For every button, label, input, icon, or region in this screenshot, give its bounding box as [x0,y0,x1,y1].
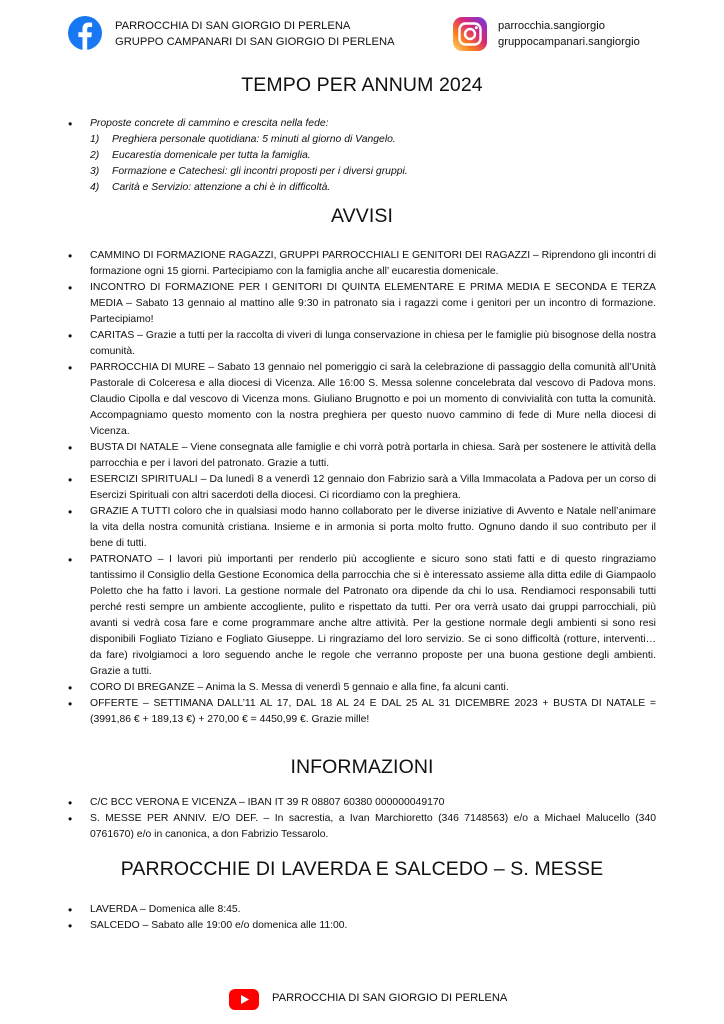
tempo-sub-text: Preghiera personale quotidiana: 5 minuti al giorno di Vangelo. [112,134,396,145]
avvisi-item: • GRAZIE A TUTTI coloro che in qualsiasi modo hanno collaborato per le diverse iniziative di Avvento e Natale nell’animare la vita della nostra comunità cristiana. Insieme e in armonia si porta molto frutto. Ognuno dando il suo contributo per il bene di tutti. [68,504,656,552]
avvisi-item: • PARROCCHIA DI MURE – Sabato 13 gennaio nel pomeriggio ci sarà la celebrazione di passaggio della comunità all’Unità Pastorale di Colceresa e alla diocesi di Vicenza. Alle 16:00 S. Messa solenne concelebrata dal vescovo di Padova mons. Claudio Cipolla e dal vescovo di Vicenza mons. Giuliano Brugnotto e poi un momento di convivialità con tutta la comunità. Accompagniamo questo momento con la nostra preghiera per questo nuovo cammino di fede di Mure nella diocesi di Vicenza. [68,360,656,440]
avvisi-list [68,248,656,728]
facebook-icon[interactable] [68,16,102,50]
avvisi-item: • ESERCIZI SPIRITUALI – Da lunedì 8 a venerdì 12 gennaio don Fabrizio sarà a Villa Immacolata a Padova per un corso di Esercizi Spirituali con altri sacerdoti della diocesi. Ci ricordiamo con la preghiera. [68,472,656,504]
instagram-accounts [498,18,640,50]
instagram-account-parish[interactable]: parrocchia.sangiorgio [498,20,605,32]
tempo-sub-item [90,132,656,148]
tempo-sub-item [90,164,656,180]
section-title-laverda: PARROCCHIE DI LAVERDA E SALCEDO – S. MESSE [120,858,604,880]
tempo-list [68,116,656,196]
avvisi-item: • CAMMINO DI FORMAZIONE RAGAZZI, GRUPPI PARROCCHIALI E GENITORI DEI RAGAZZI – Riprendono gli incontri di formazione ogni 15 giorni. Partecipiamo con la famiglia anche all’ eucarestia domenicale. [68,248,656,280]
avvisi-item: • INCONTRO DI FORMAZIONE PER I GENITORI DI QUINTA ELEMENTARE E PRIMA MEDIA E SECONDA E TERZA MEDIA – Sabato 13 gennaio al mattino alle 9:30 in patronato sia i ragazzi come i genitori per un incontro di formazione. Partecipiamo! [68,280,656,328]
laverda-item: • LAVERDA – Domenica alle 8:45. [68,902,656,918]
informazioni-item: • S. MESSE PER ANNIV. E/O DEF. – In sacrestia, a Ivan Marchioretto (346 7148563) e/o a Michael Malucello (340 0761670) e/o in canonica, a don Fabrizio Tessarolo. [68,811,656,843]
facebook-accounts [115,18,395,50]
section-title-tempo: TEMPO PER ANNUM 2024 [241,74,483,96]
section-title-avvisi: AVVISI [330,205,393,227]
avvisi-item: • CARITAS – Grazie a tutti per la raccolta di viveri di lunga conservazione in chiesa per le famiglie più bisognose della nostra comunità. [68,328,656,360]
informazioni-list [68,795,656,843]
laverda-item: • SALCEDO – Sabato alle 19:00 e/o domenica alle 11:00. [68,918,656,934]
tempo-sub-text: Carità e Servizio: attenzione a chi è in difficoltà. [112,182,331,193]
youtube-icon[interactable] [229,989,259,1010]
tempo-sub-number: 3) [90,166,100,177]
page-footer [0,988,724,1012]
youtube-channel-name[interactable]: PARROCCHIA DI SAN GIORGIO DI PERLENA [272,992,508,1004]
tempo-sub-number: 4) [90,182,100,193]
tempo-intro-item [68,116,656,196]
tempo-sub-item [90,180,656,196]
page-header [0,14,724,54]
tempo-sub-text: Formazione e Catechesi: gli incontri proposti per i diversi gruppi. [112,166,408,177]
avvisi-item: • CORO DI BREGANZE – Anima la S. Messa di venerdì 5 gennaio e alla fine, fa alcuni canti. [68,680,656,696]
facebook-account-bellringers[interactable]: GRUPPO CAMPANARI DI SAN GIORGIO DI PERLENA [115,36,395,48]
laverda-list [68,902,656,934]
instagram-account-bellringers[interactable]: gruppocampanari.sangiorgio [498,36,640,48]
tempo-sub-list [90,132,656,196]
tempo-sub-item [90,148,656,164]
informazioni-item: • C/C BCC VERONA E VICENZA – IBAN IT 39 R 08807 60380 000000049170 [68,795,656,811]
avvisi-item: • PATRONATO – I lavori più importanti per renderlo più accogliente e sicuro sono stati fatti e di questo ringraziamo tantissimo il Consiglio della Gestione Economica della parrocchia che si è interessato assieme alla ditta edile di Giampaolo Poletto che ha fatto i lavori. La gestione normale del Patronato ora dipende da chi lo usa. Rendiamoci responsabili tutti perché resti sempre un ambiente accogliente, pulito e rispettato da tutti. Per ora verrà usato dai gruppi parrocchiali, più avanti si vedrà cosa fare e come programmare anche altre attività. Per la gestione normale degli ambienti si sono resi disponibili Fogliato Tiziano e Fogliato Giuseppe. Li ringraziamo del loro servizio. Se ci sono difficoltà (rotture, interventi… da fare) rivolgiamoci a loro seguendo anche le regole che verranno proposte per una buona gestione degli ambienti. Grazie a tutti. [68,552,656,680]
avvisi-item: • OFFERTE – SETTIMANA DALL’11 AL 17, DAL 18 AL 24 E DAL 25 AL 31 DICEMBRE 2023 + BUSTA DI NATALE = (3991,86 € + 189,13 €) + 270,00 € = 4450,99 €. Grazie mille! [68,696,656,728]
facebook-account-parish[interactable]: PARROCCHIA DI SAN GIORGIO DI PERLENA [115,20,351,32]
tempo-sub-text: Eucarestia domenicale per tutta la famiglia. [112,150,311,161]
tempo-intro-text: Proposte concrete di cammino e crescita nella fede: [90,118,329,129]
tempo-sub-number: 1) [90,134,100,145]
section-title-informazioni: INFORMAZIONI [290,756,434,778]
tempo-sub-number: 2) [90,150,100,161]
instagram-icon[interactable] [453,17,487,51]
avvisi-item: • BUSTA DI NATALE – Viene consegnata alle famiglie e chi vorrà potrà portarla in chiesa. Sarà per sostenere le attività della parrocchia e per i lavori del patronato. Grazie a tutti. [68,440,656,472]
